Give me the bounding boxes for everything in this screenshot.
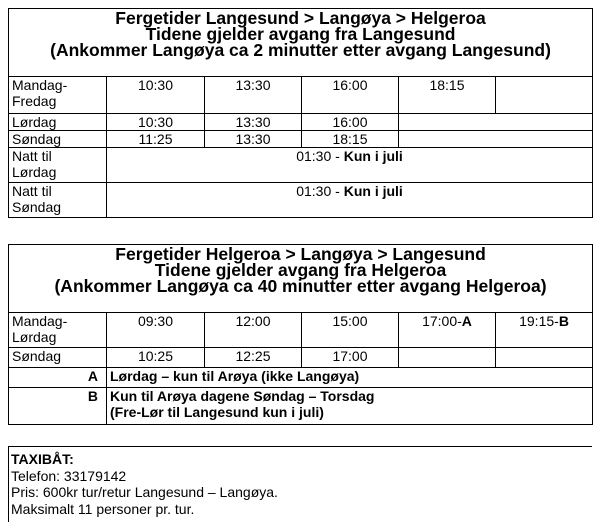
time-cell: 17:00 [302, 348, 399, 368]
time-cell: 09:30 [107, 313, 205, 348]
time-cell: 16:00 [302, 77, 399, 114]
time-cell: 10:30 [107, 77, 205, 114]
table2-header [9, 245, 593, 313]
footnote-text: Kun til Arøya dagene Søndag – Torsdag (Fre-Lør til Langesund kun i juli) [107, 388, 593, 425]
taxi-info [8, 446, 592, 522]
time-cell: 19:15-B [496, 313, 593, 348]
time-cell: 12:00 [205, 313, 302, 348]
table-row [9, 77, 593, 114]
table-row [9, 348, 593, 368]
day-label: Søndag [9, 131, 107, 148]
table2-note: (Ankommer Langøya ca 40 minutter etter avgang Helgeroa) [54, 276, 547, 296]
table-row [9, 131, 593, 148]
empty-cell [399, 114, 593, 131]
time-cell: 16:00 [302, 114, 399, 131]
table-row [9, 114, 593, 131]
time-cell: 17:00-A [399, 313, 496, 348]
table-row [9, 183, 593, 218]
table1-subtitle: Tidene gjelder avgang fra Langesund [145, 24, 456, 44]
time-cell: 13:30 [205, 114, 302, 131]
time-cell: 15:00 [302, 313, 399, 348]
table1-title: Fergetider Langesund > Langøya > Helgeroa [115, 8, 486, 28]
time-cell: 18:15 [399, 77, 496, 114]
time-cell: 13:30 [205, 77, 302, 114]
day-label: Mandag- Fredag [9, 77, 107, 114]
taxi-price: Pris: 600kr tur/retur Langesund – Langøya. [11, 484, 278, 500]
time-cell [496, 77, 593, 114]
table-row [9, 313, 593, 348]
day-label: Natt til Søndag [9, 183, 107, 218]
footnote-row [9, 368, 593, 388]
taxi-phone: Telefon: 33179142 [11, 467, 127, 484]
footnote-row [9, 388, 593, 425]
empty-cell [496, 348, 593, 368]
footnote-text: Lørdag – kun til Arøya (ikke Langøya) [107, 368, 593, 388]
taxi-title: TAXIBÅT: [11, 451, 74, 467]
table1-note: (Ankommer Langøya ca 2 minutter etter avgang Langesund) [50, 40, 551, 60]
table2-title: Fergetider Helgeroa > Langøya > Langesund [115, 244, 486, 264]
day-label: Lørdag [9, 114, 107, 131]
table2-subtitle: Tidene gjelder avgang fra Helgeroa [154, 260, 447, 280]
night-departure: 01:30 - Kun i juli [107, 183, 593, 218]
time-cell: 10:30 [107, 114, 205, 131]
time-cell: 18:15 [302, 131, 399, 148]
taxi-capacity: Maksimalt 11 personer pr. tur. [11, 500, 195, 517]
empty-cell [399, 348, 496, 368]
table-row [9, 148, 593, 183]
schedule-langesund-table [8, 8, 593, 218]
footnote-key: A [9, 368, 107, 388]
time-cell: 10:25 [107, 348, 205, 368]
time-cell: 13:30 [205, 131, 302, 148]
schedule-helgeroa-table [8, 244, 593, 425]
time-cell: 12:25 [205, 348, 302, 368]
day-label: Søndag [9, 348, 107, 368]
time-cell: 11:25 [107, 131, 205, 148]
table1-header [9, 9, 593, 77]
footnote-key: B [9, 388, 107, 425]
day-label: Mandag- Lørdag [9, 313, 107, 348]
day-label: Natt til Lørdag [9, 148, 107, 183]
night-departure: 01:30 - Kun i juli [107, 148, 593, 183]
empty-cell [399, 131, 593, 148]
